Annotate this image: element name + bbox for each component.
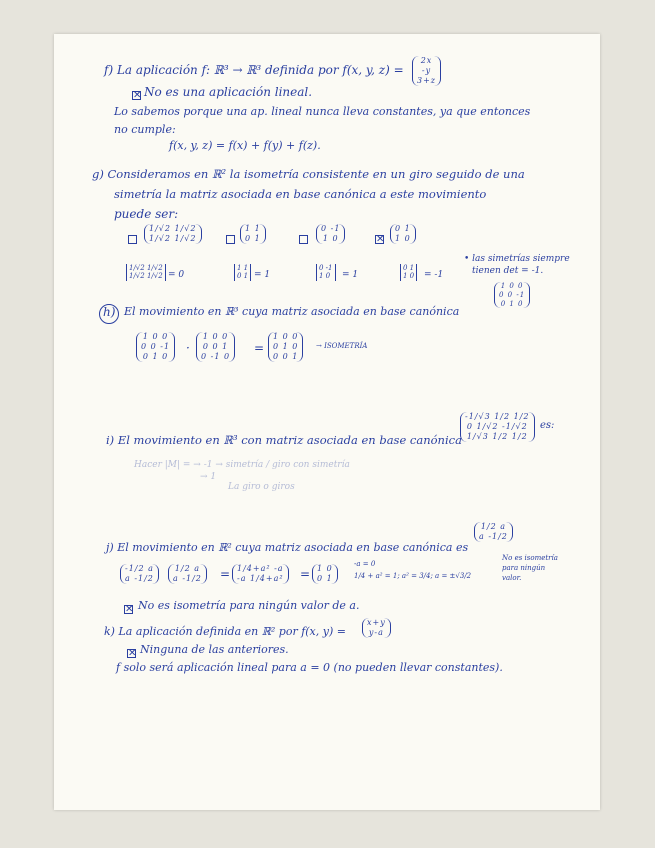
matrix-row: 0 1 0 xyxy=(273,342,299,351)
matrix-row: 1 1 xyxy=(245,224,261,233)
i-title: i) El movimiento en ℝ³ con matriz asociada en base canónica xyxy=(106,433,462,447)
f-checkbox-checked[interactable]: ✕ xyxy=(133,90,142,101)
h-title: El movimiento en ℝ³ cuya matriz asociada en base canónica xyxy=(124,305,460,318)
det-row: 0 1 xyxy=(237,272,249,281)
matrix-row: 0 -1 0 xyxy=(201,352,231,361)
k-vector xyxy=(362,618,391,638)
matrix-row: 1 0 0 xyxy=(273,332,299,341)
det-row: 0 -1 xyxy=(319,264,333,272)
matrix-row: 1 0 xyxy=(317,564,333,573)
det-row: 0 1 xyxy=(403,264,415,272)
g-option1-checkbox[interactable] xyxy=(128,235,137,244)
vector-row: x+y xyxy=(367,618,386,627)
matrix-row: 0 0 -1 xyxy=(141,342,171,351)
h-matrix xyxy=(494,282,530,308)
f-vector-row: 2x xyxy=(420,56,433,65)
g-det2-result: = 1 xyxy=(254,270,271,280)
i-matrix xyxy=(460,412,535,442)
h-equals: = xyxy=(254,341,265,355)
matrix-row: 1/√2 1/√2 xyxy=(149,224,197,233)
g-det1 xyxy=(126,264,166,281)
matrix-row: 0 1 xyxy=(317,574,333,583)
g-title-line2: simetría la matriz asociada en base canónica a este movimiento xyxy=(114,187,487,201)
g-det1-result: = 0 xyxy=(168,270,185,280)
det-row: 1/√2 1/√2 xyxy=(129,272,163,281)
matrix-row: -1/√3 1/2 1/2 xyxy=(465,412,530,421)
g-option2-matrix xyxy=(240,224,266,244)
matrix-row: 1 0 0 xyxy=(500,282,524,290)
h-label: h) xyxy=(103,305,116,319)
j-note-line3: valor. xyxy=(502,574,522,582)
j-product-m1 xyxy=(120,564,159,584)
f-vector-row: 3+z xyxy=(417,76,437,85)
g-note-line2: tienen det = -1. xyxy=(472,266,544,276)
matrix-row: 1 0 xyxy=(395,234,411,243)
g-det3 xyxy=(316,264,336,281)
matrix-row: 0 1 0 xyxy=(142,352,169,361)
j-equals-2: = xyxy=(300,567,311,581)
g-option3-matrix xyxy=(316,224,345,244)
matrix-row: 0 -1 xyxy=(321,224,341,233)
g-det2 xyxy=(234,264,251,281)
matrix-row: 1 0 xyxy=(322,234,339,243)
matrix-row: 1/2 a xyxy=(174,564,201,573)
vector-row: y-a xyxy=(368,628,384,637)
j-note-line1: No es isometría xyxy=(502,554,558,562)
k-checkbox-checked[interactable]: ✕ xyxy=(128,648,137,659)
g-det3-result: = 1 xyxy=(342,270,359,280)
matrix-row: 0 0 -1 xyxy=(499,290,526,299)
k-title: k) La aplicación definida en ℝ² por f(x, y) = xyxy=(104,625,346,638)
matrix-row: 1/2 a xyxy=(480,522,507,531)
matrix-row: 0 1 xyxy=(395,224,411,233)
j-product-m2 xyxy=(168,564,207,584)
g-option4-matrix xyxy=(390,224,416,244)
matrix-row: a -1/2 xyxy=(479,532,508,541)
matrix-row: a -1/2 xyxy=(173,574,202,583)
j-product-m4 xyxy=(312,564,338,584)
f-vector-row: -y xyxy=(421,66,432,75)
matrix-row: 0 0 1 xyxy=(273,352,299,361)
f-title: f) La aplicación f: ℝ³ → ℝ³ definida por f(x, y, z) = xyxy=(104,63,404,77)
j-condition2: 1/4 + a² = 1; a² = 3/4; a = ±√3/2 xyxy=(354,572,472,580)
det-row: 1 1 xyxy=(237,264,249,272)
j-matrix xyxy=(474,522,513,542)
matrix-row: 0 0 1 xyxy=(202,342,229,351)
j-product-m3 xyxy=(232,564,289,584)
det-row: 1/√2 1/√2 xyxy=(129,264,163,272)
h-product-result xyxy=(268,332,303,362)
det-row: 1 0 xyxy=(319,272,331,281)
g-title-line1: g) Consideramos en ℝ² la isometría consistente en un giro seguido de una xyxy=(92,167,525,181)
matrix-row: a -1/2 xyxy=(125,574,154,583)
matrix-row: -1/2 a xyxy=(125,564,154,573)
notebook-page xyxy=(54,34,600,810)
i-suffix: es: xyxy=(540,420,555,431)
g-option2-checkbox[interactable] xyxy=(226,235,235,244)
g-note-line1: • las simetrías siempre xyxy=(464,254,570,264)
j-note-line2: para ningún xyxy=(502,564,546,572)
matrix-row: 1/√3 1/2 1/2 xyxy=(466,432,528,441)
h-product-m2 xyxy=(196,332,235,362)
g-option1-matrix xyxy=(144,224,202,244)
matrix-row: 1/√2 1/√2 xyxy=(149,234,197,243)
f-answer: No es una aplicación lineal. xyxy=(144,85,313,99)
j-equals-1: = xyxy=(220,567,231,581)
i-faint-note3: La giro o giros xyxy=(228,482,295,492)
f-vector xyxy=(412,56,441,86)
matrix-row: 1/4+a² -a xyxy=(237,564,284,573)
g-option4-checkbox-checked[interactable]: ✕ xyxy=(376,234,385,245)
g-det4 xyxy=(400,264,417,281)
det-row: 1 0 xyxy=(403,272,415,281)
f-explanation-line1: Lo sabemos porque una ap. lineal nunca lleva constantes, ya que entonces xyxy=(114,105,531,118)
h-dot: · xyxy=(186,341,190,355)
i-faint-note2: → 1 xyxy=(200,472,217,482)
matrix-row: 1 0 0 xyxy=(142,332,169,341)
matrix-row: 1 0 0 xyxy=(202,332,229,341)
j-checkbox-checked[interactable]: ✕ xyxy=(125,604,134,615)
k-answer: Ninguna de las anteriores. xyxy=(140,643,289,656)
i-faint-note1: Hacer |M| = → -1 → simetría / giro con simetría xyxy=(134,460,350,470)
matrix-row: 0 1 xyxy=(245,234,261,243)
matrix-row: -a 1/4+a² xyxy=(237,574,284,583)
f-explanation-line2: no cumple: xyxy=(114,123,176,136)
h-product-m1 xyxy=(136,332,175,362)
k-explanation: f solo será aplicación lineal para a = 0 (no pueden llevar constantes). xyxy=(116,661,503,674)
g-title-line3: puede ser: xyxy=(114,207,179,221)
j-condition1: -a = 0 xyxy=(354,560,376,568)
matrix-row: 0 1 0 xyxy=(500,299,524,308)
f-formula: f(x, y, z) = f(x) + f(y) + f(z). xyxy=(169,139,321,152)
g-option3-checkbox[interactable] xyxy=(299,235,308,244)
h-isometry-note: → ISOMETRÍA xyxy=(316,342,368,350)
j-title: j) El movimiento en ℝ² cuya matriz asociada en base canónica es xyxy=(106,541,469,554)
g-det4-result: = -1 xyxy=(424,270,444,280)
matrix-row: 0 1/√2 -1/√2 xyxy=(466,422,528,431)
j-answer: No es isometría para ningún valor de a. xyxy=(138,599,360,612)
